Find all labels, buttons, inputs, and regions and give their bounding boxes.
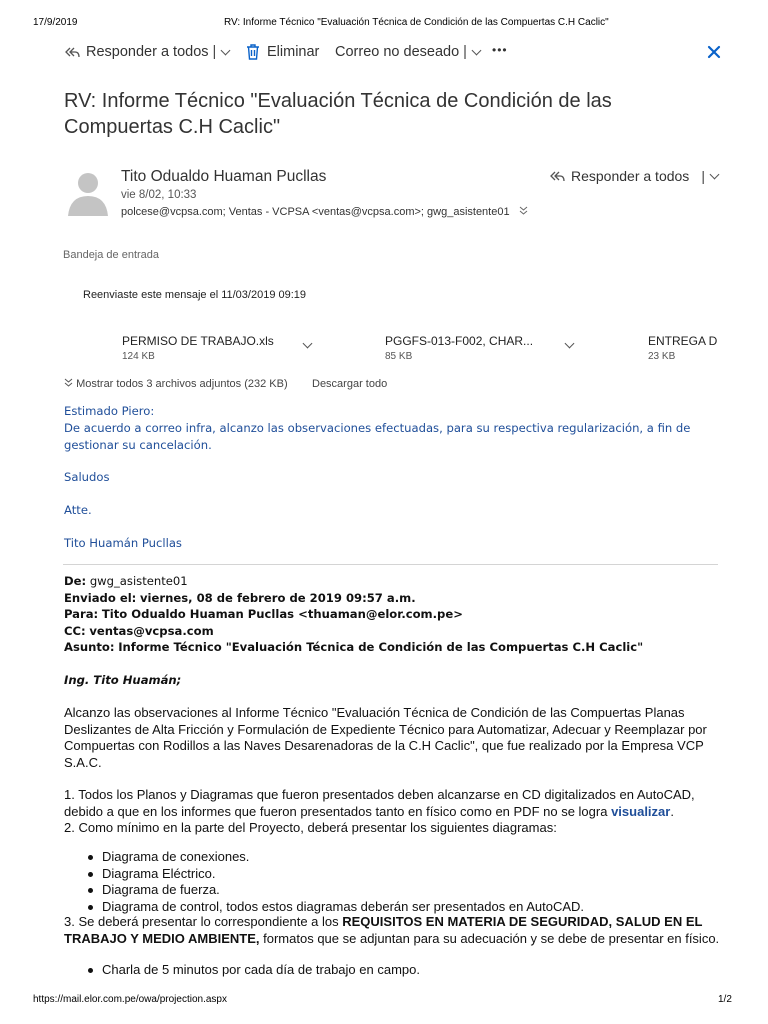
forwarded-paragraph xyxy=(64,705,744,771)
attachment-size: 85 KB xyxy=(385,351,413,362)
reply-all-icon xyxy=(64,44,80,60)
observations-list xyxy=(64,787,744,837)
print-page-number: 1/2 xyxy=(718,994,732,1005)
item-3-bold: REQUISITOS EN MATERIA DE SEGURIDAD, SALUD EN EL xyxy=(342,914,703,929)
item-1-line xyxy=(64,804,744,821)
divider xyxy=(63,564,718,565)
item-1-line: 1. Todos los Planos y Diagramas que fueron presentados deben alcanzarse en CD digitalizados en AutoCAD, xyxy=(64,787,695,802)
reply-all-message-button[interactable] xyxy=(549,168,718,184)
recipients[interactable] xyxy=(121,206,528,218)
toolbar-separator: | xyxy=(701,168,705,184)
sent-label: Enviado el: xyxy=(64,590,137,605)
subject-label: Asunto: xyxy=(64,640,115,654)
item-3-line xyxy=(64,914,744,931)
signature: Tito Huamán Pucllas xyxy=(64,536,182,550)
junk-label: Correo no deseado xyxy=(335,44,460,60)
item-3-pre: 3. Se deberá presentar lo correspondiente a los xyxy=(64,914,339,929)
forwarded-label: Reenviaste este mensaje el xyxy=(83,289,219,301)
forwarded-headers xyxy=(64,573,643,656)
chevron-down-icon[interactable] xyxy=(471,45,481,55)
list-item: Charla de 5 minutos por cada día de trabajo en campo. xyxy=(86,962,746,979)
reply-all-label: Responder a todos xyxy=(86,44,209,60)
print-url: https://mail.elor.com.pe/owa/projection.aspx xyxy=(33,994,227,1005)
reply-all-icon xyxy=(549,168,565,184)
item-3-line xyxy=(64,931,744,948)
person-icon xyxy=(64,168,112,216)
greeting: Estimado Piero: xyxy=(64,404,155,418)
chevron-down-icon[interactable] xyxy=(565,339,575,349)
show-all-attachments[interactable] xyxy=(64,378,288,390)
cc-value: ventas@vcpsa.com xyxy=(89,623,214,638)
visualizar-link[interactable]: visualizar xyxy=(611,803,671,819)
attachment-card[interactable] xyxy=(385,334,555,362)
item-1-end: . xyxy=(670,803,674,819)
chevron-down-icon[interactable] xyxy=(221,45,231,55)
delete-button[interactable] xyxy=(246,44,319,60)
to-value: Tito Odualdo Huaman Pucllas <thuaman@elor.com.pe> xyxy=(101,607,463,621)
print-date: 17/9/2019 xyxy=(33,17,78,28)
paragraph-line: Compuertas con Rodillos a las Naves Desarenadoras de la C.H Caclic", que fue realizado por la Empresa VCP xyxy=(64,738,704,753)
charla-list xyxy=(86,962,746,979)
from-label: De: xyxy=(64,574,87,588)
attachment-name: PERMISO DE TRABAJO.xls xyxy=(122,334,274,348)
paragraph-line: Alcanzo las observaciones al Informe Técnico "Evaluación Técnica de Condición de las Compuertas Planas xyxy=(64,705,685,720)
body-line: De acuerdo a correo infra, alcanzo las observaciones efectuadas, para su respectiva regularización, a fin de xyxy=(64,421,691,435)
paragraph-line: Deslizantes de Alta Fricción y Formulación de Expediente Técnico para Automatizar, Adecuar y Reemplazar por xyxy=(64,721,707,737)
attachment-size: 124 KB xyxy=(122,351,155,362)
list-item: Diagrama de control, todos estos diagramas deberán ser presentados en AutoCAD. xyxy=(86,899,746,916)
sent-value: viernes, 08 de febrero de 2019 09:57 a.m. xyxy=(140,590,416,605)
attachment-name: ENTREGA D xyxy=(648,334,718,348)
body-line: gestionar su cancelación. xyxy=(64,438,212,452)
reply-all-button[interactable] xyxy=(64,44,229,60)
item-2: 2. Como mínimo en la parte del Proyecto, deberá presentar los siguientes diagramas: xyxy=(64,820,557,835)
folder-label: Bandeja de entrada xyxy=(63,249,160,261)
close-button[interactable] xyxy=(707,45,721,64)
cc-label: CC: xyxy=(64,623,86,638)
message-subject: RV: Informe Técnico "Evaluación Técnica de Condición de las Compuertas C.H Caclic" xyxy=(64,90,612,138)
reply-all-label: Responder a todos xyxy=(571,168,690,184)
from-line xyxy=(64,573,643,590)
list-item: Diagrama de fuerza. xyxy=(86,882,746,899)
close-icon xyxy=(707,45,721,59)
list-item: Diagrama de conexiones. xyxy=(86,849,746,866)
from-value: gwg_asistente01 xyxy=(89,574,188,588)
diagrams-list xyxy=(86,849,746,915)
closing-saludos: Saludos xyxy=(64,470,110,484)
item-3-bold: TRABAJO Y MEDIO AMBIENTE, xyxy=(64,930,260,946)
salutation: Ing. Tito Huamán; xyxy=(64,673,182,687)
toolbar-separator: | xyxy=(212,44,217,60)
sent-time: vie 8/02, 10:33 xyxy=(121,189,197,201)
junk-button[interactable] xyxy=(335,44,480,60)
print-title: RV: Informe Técnico "Evaluación Técnica de Condición de las Compuertas C.H Caclic" xyxy=(224,17,609,28)
item-3-post: formatos que se adjuntan para su adecuación y se debe de presentar en físico. xyxy=(263,930,720,946)
subject-value: Informe Técnico "Evaluación Técnica de Condición de las Compuertas C.H Caclic" xyxy=(118,640,644,654)
toolbar-separator: | xyxy=(463,44,467,60)
chevron-down-icon[interactable] xyxy=(710,169,720,179)
delete-label: Eliminar xyxy=(267,44,320,60)
more-options-button[interactable]: ••• xyxy=(492,43,508,57)
download-all-link[interactable]: Descargar todo xyxy=(312,378,388,390)
recipients-list: polcese@vcpsa.com; Ventas - VCPSA <ventas@vcpsa.com>; gwg_asistente01 xyxy=(121,206,510,218)
to-label: Para: xyxy=(64,607,99,621)
expand-icon xyxy=(64,378,73,387)
list-item: Diagrama Eléctrico. xyxy=(86,866,746,883)
subject-line xyxy=(64,639,643,656)
sent-line xyxy=(64,590,643,607)
cc-line xyxy=(64,623,643,640)
attachment-card[interactable] xyxy=(122,334,322,362)
to-line xyxy=(64,606,643,623)
item-1-text: debido a que en los informes que fueron presentados tanto en físico como en PDF no se logra xyxy=(64,803,608,819)
forwarded-date: 11/03/2019 09:19 xyxy=(221,289,307,301)
trash-icon xyxy=(246,44,260,60)
paragraph-line: S.A.C. xyxy=(64,754,102,770)
closing-atte: Atte. xyxy=(64,503,92,517)
avatar xyxy=(64,168,112,216)
sender-name[interactable]: Tito Odualdo Huaman Pucllas xyxy=(121,168,327,185)
attachment-size: 23 KB xyxy=(648,351,676,362)
show-all-label: Mostrar todos 3 archivos adjuntos (232 KB) xyxy=(76,378,288,390)
expand-icon[interactable] xyxy=(519,206,528,215)
item-3 xyxy=(64,914,744,947)
attachment-card[interactable] xyxy=(648,334,720,362)
forwarded-notice xyxy=(83,289,306,301)
attachment-name: PGGFS-013-F002, CHAR... xyxy=(385,334,534,348)
